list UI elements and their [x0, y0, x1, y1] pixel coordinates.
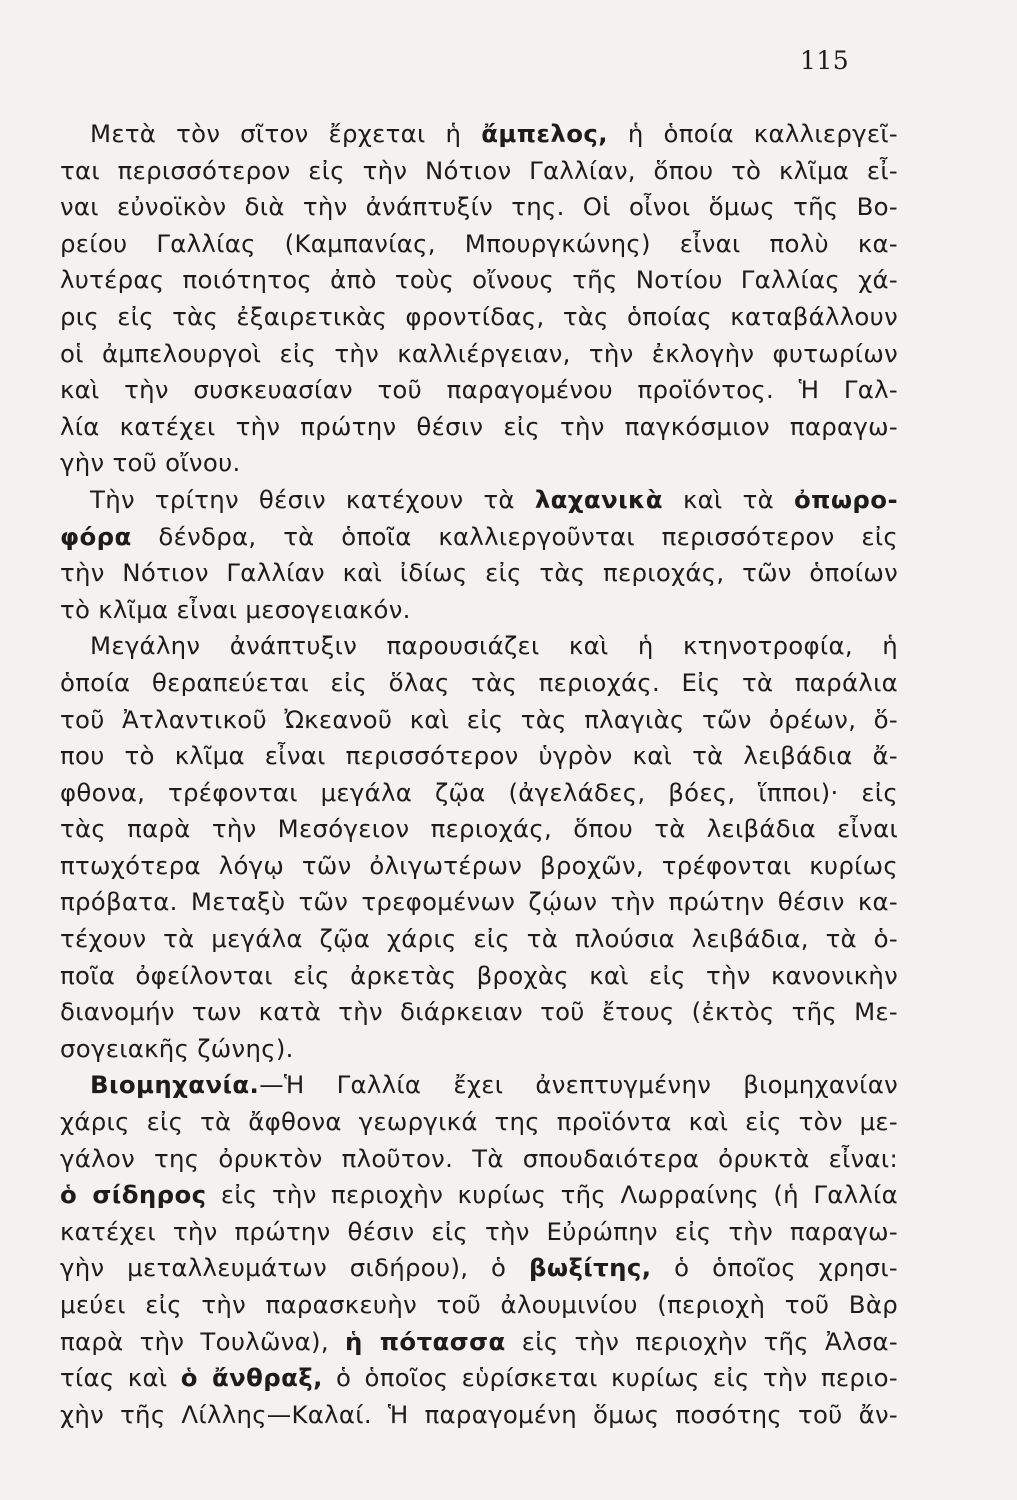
page-number: 115 [800, 46, 850, 75]
bold-term: Βιομηχανία. [90, 1070, 260, 1100]
text-line [60, 116, 898, 153]
text-line [60, 1360, 898, 1397]
text-run: εἰς τὴν περιοχὴν κυρίως τῆς Λωρραίνης (ἡ Γαλλία [206, 1180, 898, 1210]
text-run: κατέχει τὴν πρώτην θέσιν εἰς τὴν Εὐρώπην εἰς τὴν παραγω- [60, 1216, 898, 1246]
text-line [60, 299, 898, 336]
text-run: ρείου Γαλλίας (Καμπανίας, Μπουργκώνης) εἶναι πολὺ κα- [60, 228, 898, 258]
text-line [60, 519, 898, 556]
bold-term: ἡ πότασσα [345, 1326, 506, 1356]
text-run: Μεγάλην ἀνάπτυξιν παρουσιάζει καὶ ἡ κτηνοτροφία, ἡ [90, 631, 898, 661]
text-run: Μετὰ τὸν σῖτον ἔρχεται ἡ [90, 119, 482, 148]
text-line [60, 738, 898, 775]
text-line [60, 592, 898, 629]
text-line [60, 958, 898, 995]
text-run: που τὸ κλῖμα εἶναι περισσότερον ὑγρὸν καὶ τὰ λειβάδια ἄ- [60, 741, 898, 771]
text-line [60, 1214, 898, 1251]
text-line [60, 1067, 898, 1104]
text-run: φθονα, τρέφονται μεγάλα ζῷα (ἀγελάδες, βόες, ἵπποι)· εἰς [60, 777, 898, 807]
text-line [60, 482, 898, 519]
text-line [60, 994, 898, 1031]
text-run: ται περισσότερον εἰς τὴν Νότιον Γαλλίαν, ὅπου τὸ κλῖμα εἶ- [60, 155, 898, 185]
text-line [60, 1104, 898, 1141]
bold-term: βωξίτης, [529, 1253, 652, 1283]
text-run: γὴν μεταλλευμάτων σιδήρου), ὁ [60, 1253, 529, 1283]
text-line [60, 262, 898, 299]
text-run: γάλον της ὀρυκτὸν πλοῦτον. Τὰ σπουδαιότερα ὀρυκτὰ εἶναι: [60, 1143, 898, 1173]
text-line [60, 1324, 898, 1361]
text-run: τοῦ Ἀτλαντικοῦ Ὠκεανοῦ καὶ εἰς τὰς πλαγιὰς τῶν ὀρέων, ὅ- [60, 704, 898, 734]
bold-term: ὁ σίδηρος [60, 1180, 207, 1210]
text-line [60, 921, 898, 958]
text-run: οἱ ἀμπελουργοὶ εἰς τὴν καλλιέργειαν, τὴν ἐκλογὴν φυτωρίων [60, 338, 898, 368]
text-line [60, 775, 898, 812]
text-run: τέχουν τὰ μεγάλα ζῷα χάρις εἰς τὰ πλούσια λειβάδια, τὰ ὁ- [60, 924, 898, 954]
text-run: ἡ ὁποία καλλιεργεῖ- [607, 119, 899, 148]
text-line [60, 372, 898, 409]
text-run: ρις εἰς τὰς ἐξαιρετικὰς φροντίδας, τὰς ὁποίας καταβάλλουν [60, 301, 898, 331]
text-line [60, 1397, 898, 1434]
text-line [60, 1031, 898, 1068]
text-run: ὁποία θεραπεύεται εἰς ὅλας τὰς περιοχάς. Εἰς τὰ παράλια [60, 667, 898, 697]
text-run: ὁ ὁποῖος εὑρίσκεται κυρίως εἰς τὴν περιο- [322, 1363, 898, 1393]
bold-term: ὀπωρο- [793, 484, 898, 514]
text-run: χάρις εἰς τὰ ἄφθονα γεωργικά της προϊόντα καὶ εἰς τὸν με- [60, 1107, 898, 1137]
text-run: δένδρα, τὰ ὁποῖα καλλιεργοῦνται περισσότερον εἰς [131, 521, 898, 551]
text-line [60, 153, 898, 190]
text-run: ὁ ὁποῖος χρησι- [651, 1253, 899, 1283]
text-line [60, 702, 898, 739]
text-line [60, 445, 898, 482]
bold-term: ὁ ἄνθραξ, [180, 1363, 323, 1393]
text-line [60, 555, 898, 592]
body-text [60, 116, 898, 1433]
text-run: λυτέρας ποιότητος ἀπὸ τοὺς οἴνους τῆς Νοτίου Γαλλίας χά- [60, 265, 898, 295]
bold-term: λαχανικὰ [534, 484, 663, 514]
text-run: παρὰ τὴν Τουλῶνα), [60, 1326, 346, 1356]
text-run: —Ἡ Γαλλία ἔχει ἀνεπτυγμένην βιομηχανίαν [259, 1070, 898, 1100]
text-line [60, 1287, 898, 1324]
text-line [60, 811, 898, 848]
text-line [60, 336, 898, 373]
text-run: χὴν τῆς Λίλλης—Καλαί. Ἡ παραγομένη ὅμως ποσότης τοῦ ἄν- [60, 1399, 898, 1429]
text-line [60, 1177, 898, 1214]
bold-term: φόρα [60, 521, 132, 551]
text-run: γὴν τοῦ οἴνου. [60, 448, 241, 478]
text-run: καὶ τὰ [662, 484, 794, 514]
text-line [60, 226, 898, 263]
text-line [60, 665, 898, 702]
text-run: τὰς παρὰ τὴν Μεσόγειον περιοχάς, ὅπου τὰ λειβάδια εἶναι [60, 814, 898, 844]
text-run: εἰς τὴν περιοχὴν τῆς Ἀλσα- [505, 1326, 898, 1356]
text-line [60, 1141, 898, 1178]
text-run: ποῖα ὀφείλονται εἰς ἀρκετὰς βροχὰς καὶ εἰς τὴν κανονικὴν [60, 960, 898, 990]
text-run: μεύει εἰς τὴν παρασκευὴν τοῦ ἀλουμινίου (περιοχὴ τοῦ Βὰρ [60, 1290, 898, 1319]
text-run: πρόβατα. Μεταξὺ τῶν τρεφομένων ζῴων τὴν πρώτην θέσιν κα- [60, 887, 898, 917]
text-run: τὴν Νότιον Γαλλίαν καὶ ἰδίως εἰς τὰς περιοχάς, τῶν ὁποίων [60, 558, 898, 588]
text-run: διανομήν των κατὰ τὴν διάρκειαν τοῦ ἔτους (ἐκτὸς τῆς Με- [60, 997, 898, 1027]
text-line [60, 628, 898, 665]
text-run: ναι εὐνοϊκὸν διὰ τὴν ἀνάπτυξίν της. Οἱ οἶνοι ὅμως τῆς Βο- [60, 192, 898, 222]
text-run: λία κατέχει τὴν πρώτην θέσιν εἰς τὴν παγκόσμιον παραγω- [60, 411, 898, 441]
text-line [60, 409, 898, 446]
text-line [60, 884, 898, 921]
text-run: πτωχότερα λόγῳ τῶν ὀλιγωτέρων βροχῶν, τρέφονται κυρίως [60, 850, 898, 880]
text-run: τίας καὶ [60, 1363, 181, 1393]
bold-term: ἄμπελος, [481, 119, 608, 148]
text-line [60, 1250, 898, 1287]
text-run: καὶ τὴν συσκευασίαν τοῦ παραγομένου προϊόντος. Ἡ Γαλ- [60, 375, 898, 405]
text-line [60, 848, 898, 885]
text-run: Τὴν τρίτην θέσιν κατέχουν τὰ [90, 484, 535, 514]
text-run: τὸ κλῖμα εἶναι μεσογειακόν. [60, 594, 411, 624]
text-line [60, 189, 898, 226]
text-run: σογειακῆς ζώνης). [60, 1033, 294, 1063]
